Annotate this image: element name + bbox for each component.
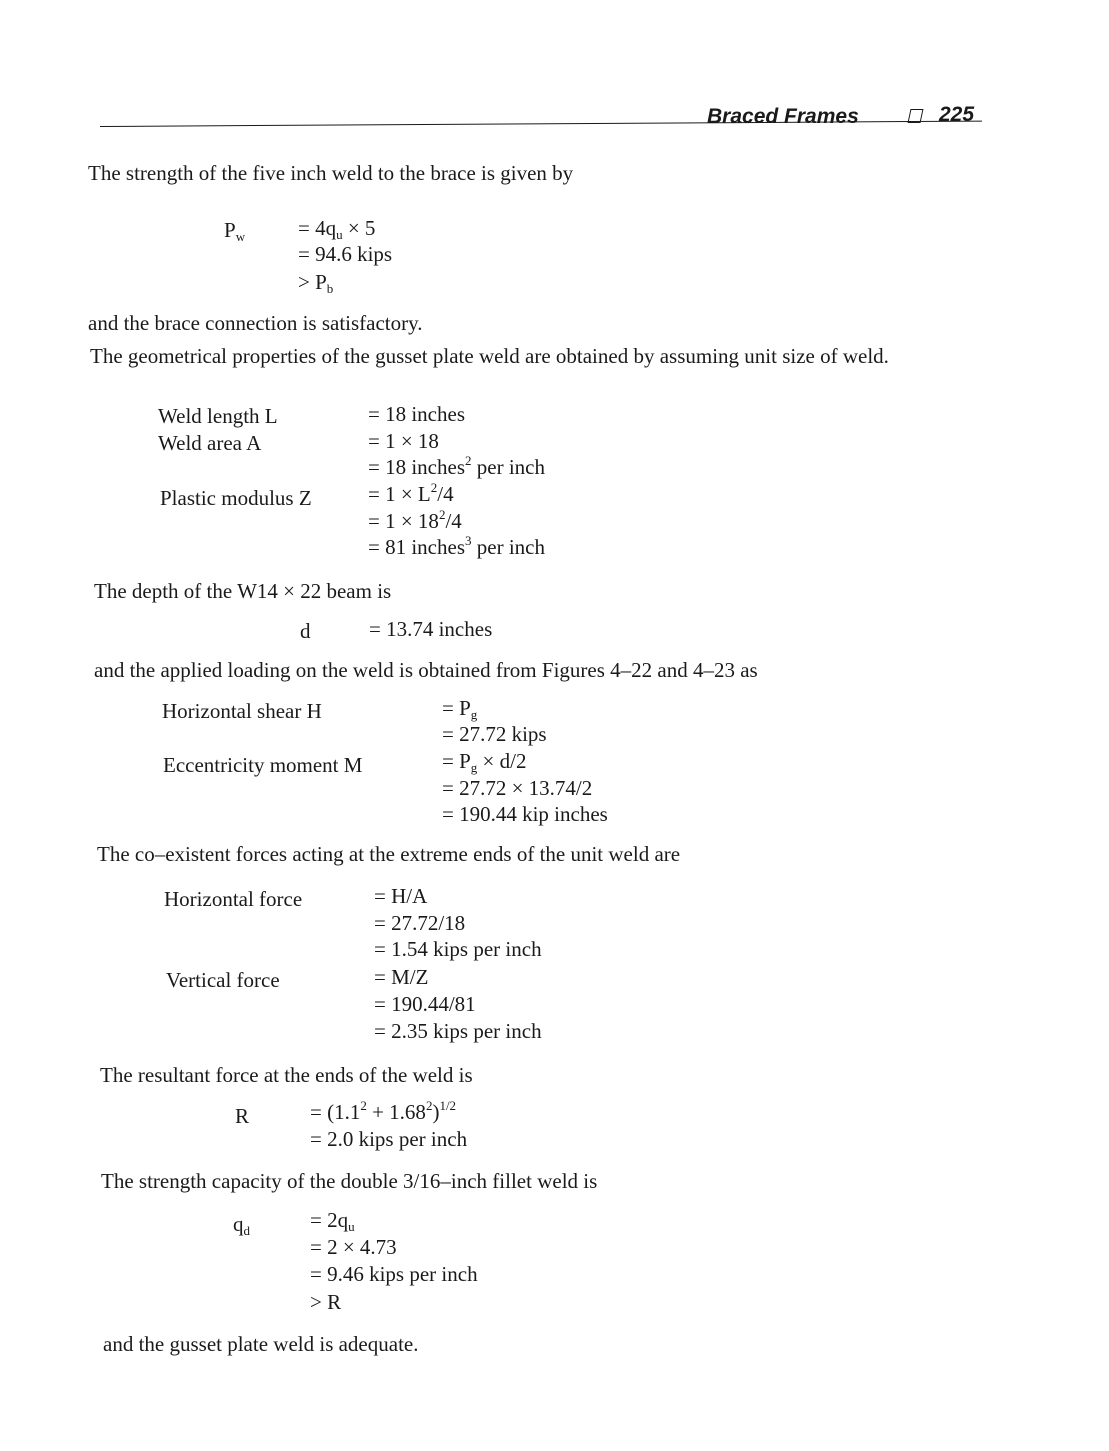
depth-symbol: d — [300, 619, 311, 643]
capacity-value-1: = $2q_u$ — [310, 1208, 355, 1234]
paragraph-strength-capacity: The strength capacity of the double 3/16–inch fillet weld is — [101, 1169, 598, 1193]
capacity-symbol: $q_d$ — [233, 1212, 250, 1238]
horizontal-force-label: Horizontal force — [164, 887, 303, 911]
eccentricity-moment-value-1: = $P_g \times d/2$ — [442, 749, 527, 775]
vertical-force-label: Vertical force — [166, 968, 280, 992]
horizontal-shear-value-1: = $P_g$ — [442, 696, 478, 722]
vertical-force-value-3: = 2.35 kips per inch — [374, 1019, 542, 1043]
paragraph-brace-satisfactory: and the brace connection is satisfactory. — [88, 311, 423, 335]
horizontal-shear-value-2: = 27.72 kips — [442, 722, 547, 746]
plastic-modulus-label: Plastic modulus Z — [160, 486, 312, 510]
resultant-value-1: = $(1.1^2 + 1.68^2)^{1/2}$ — [310, 1098, 457, 1124]
depth-value: = 13.74 inches — [369, 617, 493, 641]
page-number: 225 — [939, 103, 975, 126]
weld-area-value-2: = 18 inches$^2$ per inch — [368, 453, 545, 479]
paragraph-geometrical-properties: The geometrical properties of the gusset plate weld are obtained by assuming unit size of weld. — [90, 344, 889, 368]
pw-eq-3: > $P_b$ — [298, 270, 334, 296]
paragraph-applied-loading: and the applied loading on the weld is obtained from Figures 4–22 and 4–23 as — [94, 658, 758, 682]
capacity-value-3: = 9.46 kips per inch — [310, 1262, 478, 1286]
capacity-value-2: = 2 × 4.73 — [310, 1235, 397, 1259]
eccentricity-moment-value-2: = 27.72 × 13.74/2 — [442, 776, 593, 800]
pw-eq-1: = $4q_u \times 5$ — [298, 216, 376, 242]
paragraph-beam-depth: The depth of the W14 × 22 beam is — [94, 579, 392, 603]
capacity-value-4: > R — [310, 1290, 342, 1314]
paragraph-weld-strength: The strength of the five inch weld to the brace is given by — [88, 161, 574, 185]
horizontal-force-value-3: = 1.54 kips per inch — [374, 937, 542, 961]
paragraph-gusset-adequate: and the gusset plate weld is adequate. — [103, 1332, 419, 1356]
plastic-modulus-value-3: = 81 inches$^3$ per inch — [368, 533, 545, 559]
plastic-modulus-value-2: = $1 \times 18^2/4$ — [368, 507, 462, 533]
resultant-value-2: = 2.0 kips per inch — [310, 1127, 468, 1151]
vertical-force-value-1: = M/Z — [374, 965, 429, 989]
eccentricity-moment-label: Eccentricity moment M — [163, 753, 363, 777]
vertical-force-value-2: = 190.44/81 — [374, 992, 476, 1016]
eccentricity-moment-value-3: = 190.44 kip inches — [442, 802, 608, 826]
running-header-title: Braced Frames — [707, 105, 859, 128]
pw-symbol: $P_w$ — [224, 218, 246, 244]
weld-area-value-1: = 1 × 18 — [368, 429, 439, 453]
paragraph-coexistent-forces: The co–existent forces acting at the extreme ends of the unit weld are — [97, 842, 681, 866]
horizontal-force-value-2: = 27.72/18 — [374, 911, 466, 935]
weld-length-label: Weld length L — [158, 404, 278, 428]
plastic-modulus-value-1: = $1 \times L^2/4$ — [368, 480, 454, 506]
horizontal-shear-label: Horizontal shear H — [162, 699, 322, 723]
horizontal-force-value-1: = H/A — [374, 884, 428, 908]
weld-area-label: Weld area A — [158, 431, 262, 455]
paragraph-resultant-force: The resultant force at the ends of the weld is — [100, 1063, 473, 1087]
weld-length-value: = 18 inches — [368, 402, 465, 426]
resultant-symbol: R — [235, 1104, 250, 1128]
pw-eq-2: = 94.6 kips — [298, 242, 393, 266]
